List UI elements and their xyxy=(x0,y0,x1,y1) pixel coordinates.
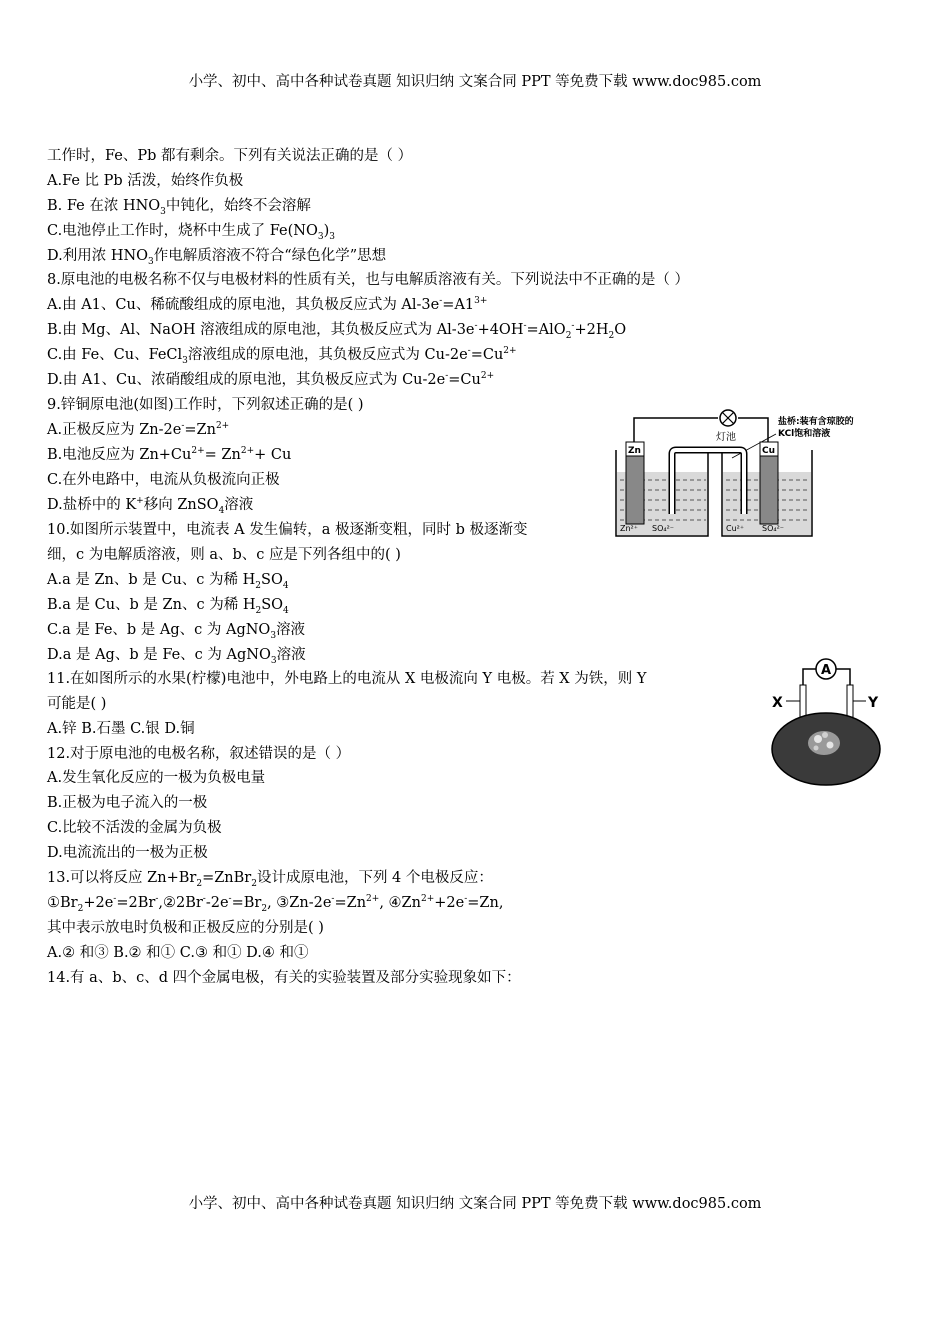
q10-option-b: B.a 是 Cu、b 是 Zn、c 为稀 $H_2SO_4$ xyxy=(47,597,289,616)
q7-option-a: A.Fe 比 Pb 活泼，始终作负极 xyxy=(47,173,244,189)
q12-stem: 12.对于原电池的电极名称，叙述错误的是（ ） xyxy=(47,746,351,762)
lemon-icon xyxy=(772,713,880,785)
q11-stem-line2: 可能是( ) xyxy=(47,696,107,712)
ammeter-icon xyxy=(816,659,836,679)
lemon-battery-figure xyxy=(768,655,888,787)
q8-option-d: D.由 A1、Cu、浓硝酸组成的原电池，其负极反应式为 $Cu-2e^-=Cu^{2+}$ xyxy=(47,371,495,388)
svg-text:A: A xyxy=(821,663,832,678)
cu-ion-label: Cu²⁺ xyxy=(726,524,745,533)
bridge-note-2: KCl饱和溶液 xyxy=(778,429,831,439)
q13-options: A.② 和③ B.② 和① C.③ 和① D.④ 和① xyxy=(47,945,309,961)
zn-ion-label: Zn²⁺ xyxy=(620,524,638,533)
lamp-icon xyxy=(720,410,736,426)
page-header: 小学、初中、高中各种试卷真题 知识归纳 文案合同 PPT 等免费下载 www.doc985.com xyxy=(188,74,762,90)
right-sulfate-label: SO₄²⁻ xyxy=(762,524,785,533)
q9-option-b: B.电池反应为 $Zn+Cu^{2+}= Zn^{2+}+ Cu$ xyxy=(47,446,292,463)
zn-electrode xyxy=(626,442,644,524)
q12-option-a: A.发生氧化反应的一极为负极电量 xyxy=(47,770,266,786)
q7-option-b: B. Fe 在浓 $HNO_3$中钝化，始终不会溶解 xyxy=(47,198,311,217)
x-label: X xyxy=(772,695,783,711)
q7-option-c: C.电池停止工作时，烧杯中生成了 $Fe(NO_3)_3$ xyxy=(47,223,336,242)
q12-option-b: B.正极为电子流入的一极 xyxy=(47,795,208,811)
svg-text:Cu: Cu xyxy=(762,446,776,456)
q10-option-c: C.a 是 Fe、b 是 Ag、c 为 AgNO$_3$溶液 xyxy=(47,622,306,641)
bridge-note-1: 盐桥:装有含琼胶的 xyxy=(778,417,854,427)
q10-option-a: A.a 是 Zn、b 是 Cu、c 为稀 $H_2SO_4$ xyxy=(47,572,289,591)
svg-text:Zn: Zn xyxy=(628,446,641,456)
q14-stem: 14.有 a、b、c、d 四个金属电极，有关的实验装置及部分实验现象如下： xyxy=(47,970,521,986)
q9-option-c: C.在外电路中，电流从负极流向正极 xyxy=(47,472,280,488)
q9-option-a: A.正极反应为 $Zn-2e^-=Zn^{2+}$ xyxy=(47,421,230,438)
q8-option-c: C.由 Fe、Cu、FeCl$_3$溶液组成的原电池，其负极反应式为 $Cu-2e^-=Cu^{2+}$ xyxy=(47,346,517,366)
q12-option-d: D.电流流出的一极为正极 xyxy=(47,845,208,861)
q8-option-b: B.由 Mg、Al、NaOH 溶液组成的原电池，其负极反应式为 $Al-3e^-+4OH^-=AlO_2^-+2H_2O$ xyxy=(47,321,627,341)
q9-option-d: D.盐桥中的 K+移向 ZnSO$_4$溶液 xyxy=(47,496,254,516)
q13-question: 其中表示放电时负极和正极反应的分别是( ) xyxy=(47,920,324,936)
left-sulfate-label: SO₄²⁻ xyxy=(652,524,675,533)
q8-stem: 8.原电池的电极名称不仅与电极材料的性质有关，也与电解质溶液有关。下列说法中不正确的是（ ） xyxy=(47,272,689,288)
q11-stem-line1: 11.在如图所示的水果(柠檬)电池中，外电路上的电流从 X 电极流向 Y 电极。若 X 为铁，则 Y xyxy=(47,671,647,687)
q8-option-a: A.由 A1、Cu、稀硫酸组成的原电池，其负极反应式为 $Al-3e^-=A1^{3+}$ xyxy=(47,296,488,313)
q10-stem-line1: 10.如图所示装置中，电流表 A 发生偏转，a 极逐渐变粗，同时 b 极逐渐变 xyxy=(47,522,528,538)
q11-options: A.锌 B.石墨 C.银 D.铜 xyxy=(47,721,195,737)
q9-stem: 9.锌铜原电池(如图)工作时，下列叙述正确的是( ) xyxy=(47,397,364,413)
q13-stem: 13.可以将反应 $Zn+Br_2=ZnBr_2$设计成原电池，下列 4 个电极反应： xyxy=(47,870,493,889)
q12-option-c: C.比较不活泼的金属为负极 xyxy=(47,820,222,836)
page-footer: 小学、初中、高中各种试卷真题 知识归纳 文案合同 PPT 等免费下载 www.doc985.com xyxy=(188,1196,762,1212)
lamp-label: 灯池 xyxy=(716,432,736,443)
galvanic-cell-figure xyxy=(612,404,884,544)
q7-stem: 工作时，Fe、Pb 都有剩余。下列有关说法正确的是（ ） xyxy=(47,148,413,164)
q10-stem-line2: 细，c 为电解质溶液，则 a、b、c 应是下列各组中的( ) xyxy=(47,547,401,563)
cu-electrode xyxy=(760,442,778,524)
q13-reactions: $①Br_2+2e^-=2Br^-,②2Br^--2e^-=Br_2$, ③Zn-$2e^-=Zn^{2+}$, $④Zn^{2+}+2e^-=Zn$, xyxy=(47,894,504,914)
y-label: Y xyxy=(868,695,879,711)
q7-option-d: D.利用浓 $HNO_3$作电解质溶液不符合“绿色化学”思想 xyxy=(47,248,387,267)
q10-option-d: D.a 是 Ag、b 是 Fe、c 为 AgNO$_3$溶液 xyxy=(47,647,306,666)
